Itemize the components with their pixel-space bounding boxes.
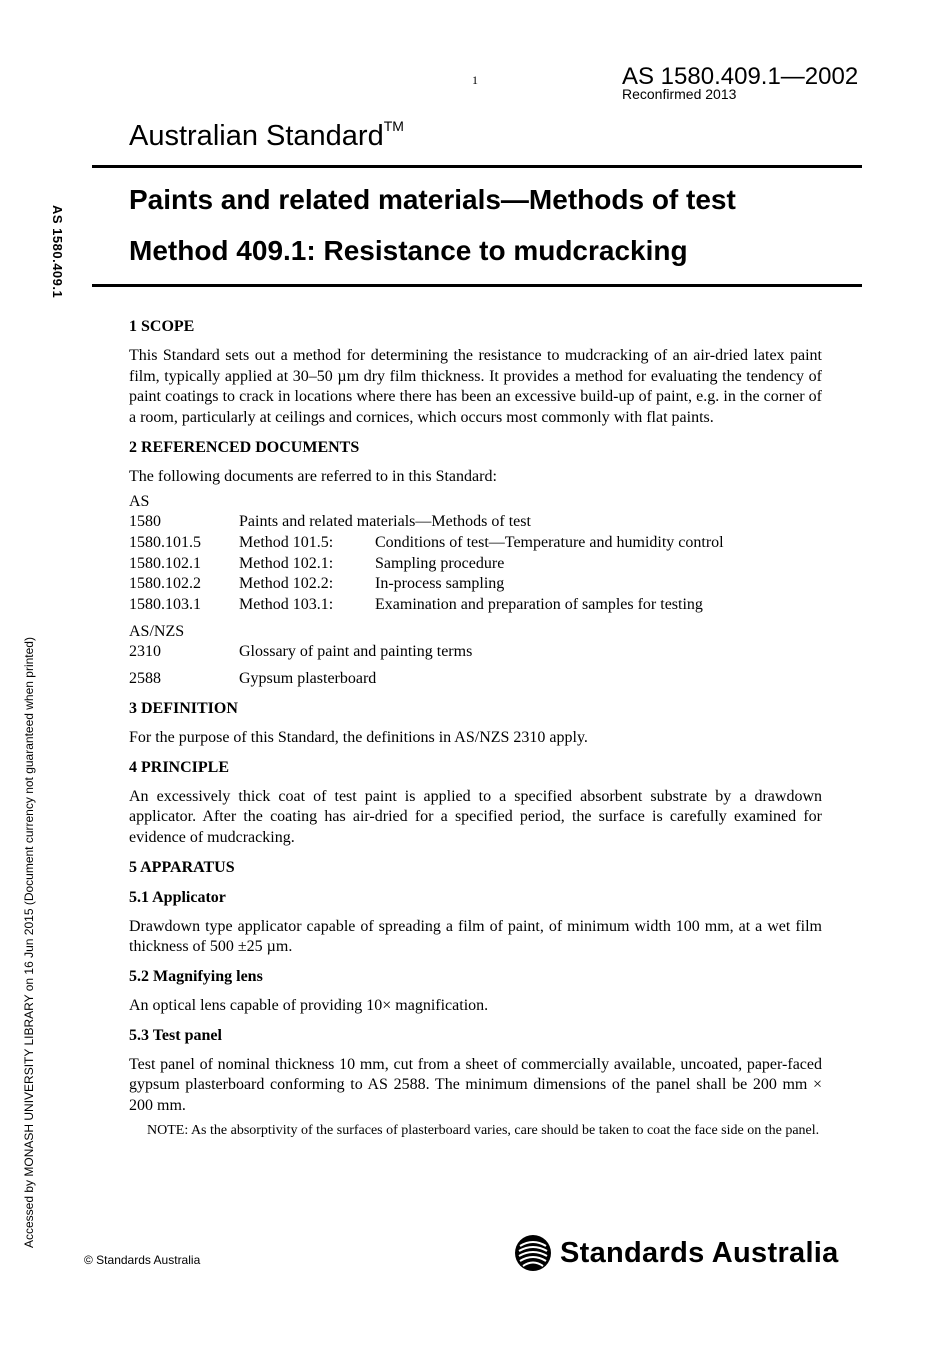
standards-australia-emblem-icon	[514, 1234, 552, 1272]
reference-method: Method 102.1:	[239, 554, 334, 572]
title-rule	[92, 284, 862, 287]
reference-row	[129, 595, 822, 616]
principle-heading: 4 PRINCIPLE	[129, 758, 230, 776]
definition-text: For the purpose of this Standard, the definitions in AS/NZS 2310 apply.	[129, 728, 588, 746]
section-definition	[129, 698, 822, 749]
applicator-text: Drawdown type applicator capable of spreading a film of paint, of minimum width 100 mm, at a wet film thickness of 500 ±25 µm.	[129, 917, 822, 956]
standard-name	[129, 118, 404, 153]
reference-title: Sampling procedure	[375, 554, 505, 572]
references-heading: 2 REFERENCED DOCUMENTS	[129, 438, 360, 456]
applicator-heading: 5.1 Applicator	[129, 888, 226, 906]
document-number: AS 1580.409.1—2002	[622, 63, 859, 90]
reference-title: Paints and related materials—Methods of test	[239, 513, 531, 531]
reference-code: 2588	[129, 670, 161, 688]
scope-text: This Standard sets out a method for determining the resistance to mudcracking of an air-dried latex paint film, typically applied at 30–50 µm dry film thickness. It provides a method for evaluating the tendency of paint coatings to crack in locations where there has been an excessive build-up of paint, e.g. in the corner of a room, particularly at ceilings and cornices, which occurs most commonly with flat paints.	[129, 347, 822, 427]
reference-code: 1580.102.1	[129, 554, 201, 572]
reference-group-label: AS/NZS	[129, 622, 185, 640]
references-intro: The following documents are referred to in this Standard:	[129, 467, 497, 485]
section-principle	[129, 757, 822, 849]
logo-text: Standards Australia	[560, 1236, 839, 1269]
reference-code: 1580	[129, 513, 161, 531]
reference-group-label: AS	[129, 492, 150, 510]
reference-method: Method 101.5:	[239, 533, 334, 551]
test-panel-heading: 5.3 Test panel	[129, 1026, 222, 1044]
page-number: 1	[472, 73, 478, 87]
magnifying-lens-heading: 5.2 Magnifying lens	[129, 968, 263, 986]
standards-australia-logo	[514, 1234, 839, 1272]
reference-group-as	[129, 492, 822, 616]
reference-title: Conditions of test—Temperature and humidity control	[375, 533, 724, 551]
reference-title: Glossary of paint and painting terms	[239, 643, 473, 661]
reference-row	[129, 669, 822, 690]
reference-row	[129, 574, 822, 595]
apparatus-heading: 5 APPARATUS	[129, 858, 235, 876]
top-rule	[92, 165, 862, 168]
side-document-code: AS 1580.409.1	[50, 205, 65, 299]
reference-row	[129, 512, 822, 533]
access-notice: Accessed by MONASH UNIVERSITY LIBRARY on 16 Jun 2015 (Document currency not guaranteed when printed)	[22, 637, 36, 1248]
standard-name-text: Australian Standard	[129, 120, 384, 152]
method-title: Method 409.1: Resistance to mudcracking	[129, 235, 688, 266]
reference-row	[129, 554, 822, 575]
section-references	[129, 437, 822, 690]
section-scope	[129, 316, 822, 429]
reference-title: Gypsum plasterboard	[239, 670, 377, 688]
test-panel-note: NOTE: As the absorptivity of the surfaces of plasterboard varies, care should be taken to coat the face side on the panel.	[147, 1122, 820, 1138]
trademark-mark: TM	[383, 118, 404, 134]
document-body	[129, 316, 822, 1140]
reference-method: Method 103.1:	[239, 596, 334, 614]
principle-text: An excessively thick coat of test paint is applied to a specified absorbent substrate by a drawdown applicator. After the coating has air-dried for a specified period, the surface is carefully examined for evidence of mudcracking.	[129, 787, 822, 846]
reference-row	[129, 533, 822, 554]
reference-code: 1580.101.5	[129, 533, 201, 551]
reference-code: 2310	[129, 643, 161, 661]
scope-heading: 1 SCOPE	[129, 318, 195, 335]
reference-group-asnzs	[129, 622, 822, 690]
reference-code: 1580.102.2	[129, 575, 201, 593]
reference-code: 1580.103.1	[129, 596, 201, 614]
definition-heading: 3 DEFINITION	[129, 699, 238, 717]
document-title: Paints and related materials—Methods of test	[129, 184, 736, 215]
reference-row	[129, 642, 822, 663]
copyright-notice: © Standards Australia	[84, 1253, 201, 1267]
reference-method: Method 102.2:	[239, 575, 334, 593]
reference-title: In-process sampling	[375, 575, 505, 593]
magnifying-lens-text: An optical lens capable of providing 10× magnification.	[129, 997, 489, 1015]
test-panel-text: Test panel of nominal thickness 10 mm, cut from a sheet of commercially available, uncoated, paper-faced gypsum plasterboard conforming to AS 2588. The minimum dimensions of the panel shall be 200 mm × 200 mm.	[129, 1055, 822, 1115]
section-apparatus	[129, 857, 822, 1140]
reconfirmed-note: Reconfirmed 2013	[622, 86, 737, 102]
reference-title: Examination and preparation of samples for testing	[375, 596, 703, 614]
